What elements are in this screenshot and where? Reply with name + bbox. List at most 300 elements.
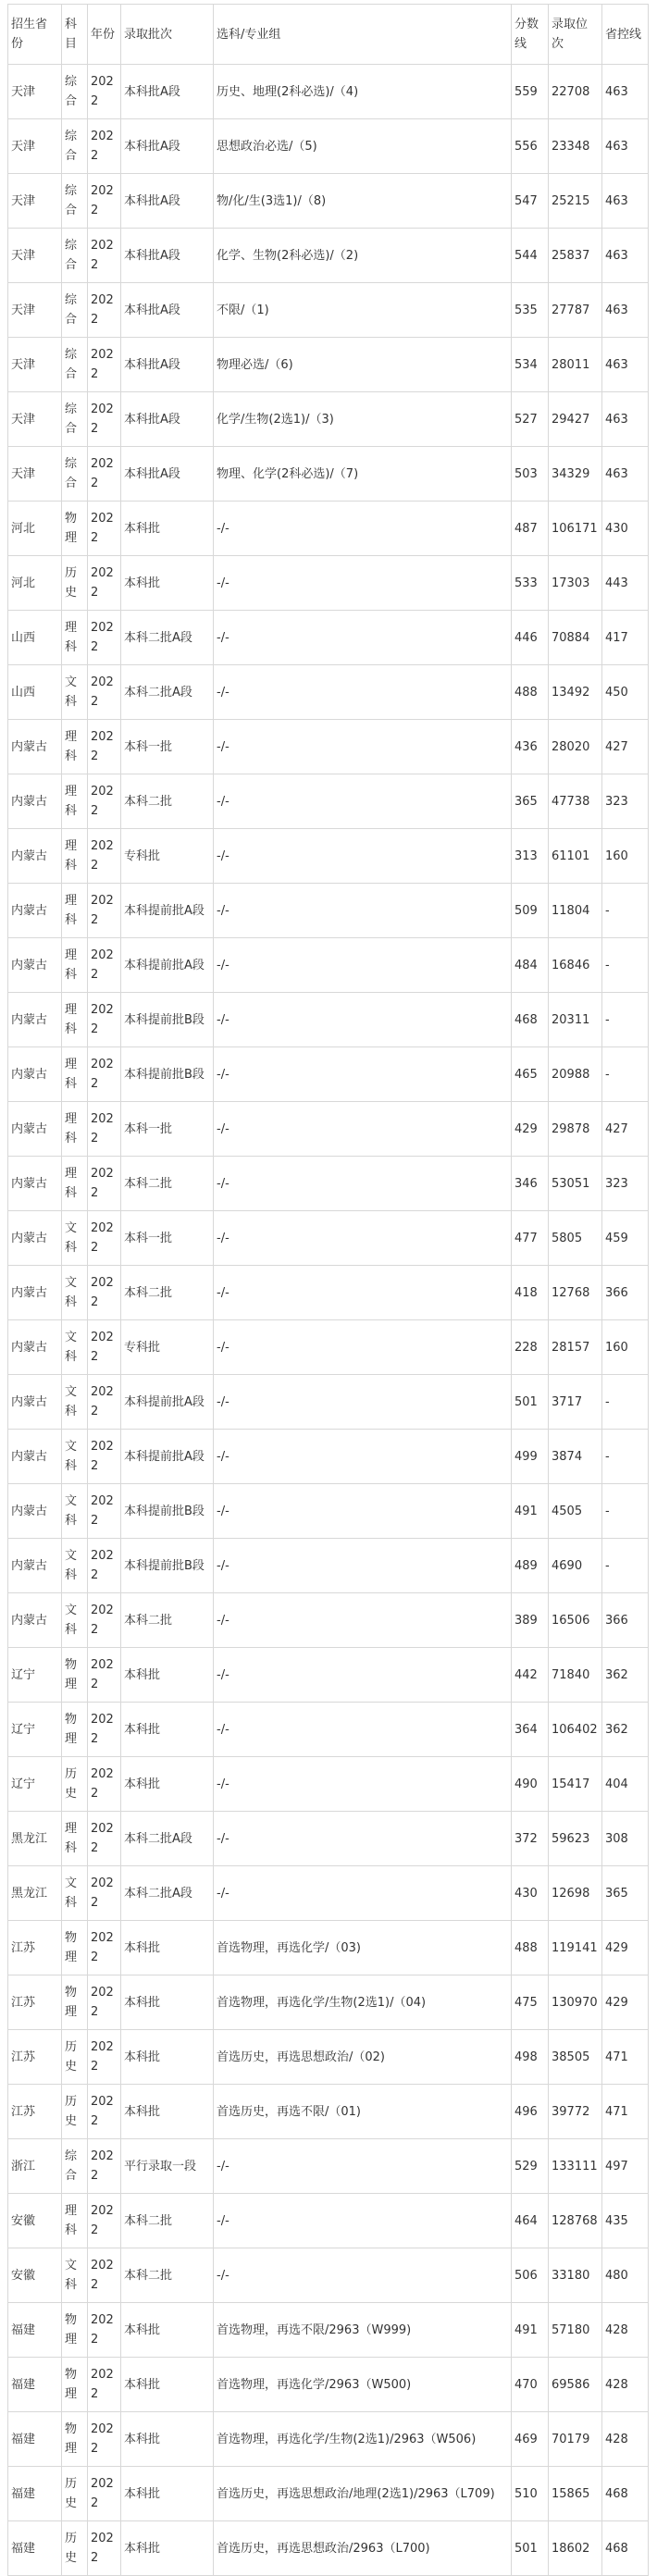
- rank-cell: 18602: [549, 2521, 602, 2576]
- score-cell: 418: [512, 1266, 549, 1320]
- control-line-cell: 427: [602, 1102, 649, 1157]
- subject-group-cell: -/-: [214, 1157, 512, 1211]
- table-row: [8, 1539, 649, 1593]
- year-cell: 2022: [88, 1866, 121, 1921]
- year-cell: 2022: [88, 174, 121, 229]
- rank-cell: 130970: [549, 1975, 602, 2030]
- batch-cell: 本科批: [121, 2358, 214, 2412]
- rank-cell: 28157: [549, 1320, 602, 1375]
- rank-cell: 29878: [549, 1102, 602, 1157]
- batch-cell: 本科批A段: [121, 283, 214, 338]
- subject-cell: 理科: [62, 1812, 88, 1866]
- batch-cell: 本科批: [121, 2521, 214, 2576]
- control-line-cell: 160: [602, 1320, 649, 1375]
- score-cell: 364: [512, 1703, 549, 1757]
- subject-group-cell: -/-: [214, 1102, 512, 1157]
- score-cell: 468: [512, 993, 549, 1047]
- table-row: [8, 993, 649, 1047]
- year-cell: 2022: [88, 2194, 121, 2248]
- score-cell: 503: [512, 447, 549, 502]
- rank-cell: 16506: [549, 1593, 602, 1648]
- control-line-cell: 468: [602, 2521, 649, 2576]
- table-row: [8, 611, 649, 665]
- score-cell: 506: [512, 2248, 549, 2303]
- province-cell: 福建: [8, 2303, 62, 2358]
- table-row: [8, 1703, 649, 1757]
- score-cell: 313: [512, 829, 549, 884]
- subject-cell: 文科: [62, 1593, 88, 1648]
- score-cell: 389: [512, 1593, 549, 1648]
- control-line-cell: 459: [602, 1211, 649, 1266]
- table-row: [8, 1375, 649, 1430]
- batch-cell: 本科二批: [121, 2194, 214, 2248]
- table-row: [8, 1211, 649, 1266]
- batch-cell: 本科批: [121, 2030, 214, 2085]
- table-row: [8, 720, 649, 774]
- rank-cell: 13492: [549, 665, 602, 720]
- table-row: [8, 2248, 649, 2303]
- province-cell: 山西: [8, 611, 62, 665]
- province-cell: 天津: [8, 119, 62, 174]
- score-cell: 559: [512, 65, 549, 119]
- subject-group-cell: -/-: [214, 884, 512, 938]
- table-row: [8, 1757, 649, 1812]
- table-row: [8, 938, 649, 993]
- province-cell: 黑龙江: [8, 1812, 62, 1866]
- table-row: [8, 1102, 649, 1157]
- table-row: [8, 119, 649, 174]
- subject-cell: 理科: [62, 938, 88, 993]
- rank-cell: 22708: [549, 65, 602, 119]
- subject-cell: 物理: [62, 1703, 88, 1757]
- control-line-cell: 463: [602, 338, 649, 392]
- subject-cell: 文科: [62, 1539, 88, 1593]
- subject-group-cell: -/-: [214, 1320, 512, 1375]
- score-cell: 501: [512, 2521, 549, 2576]
- score-cell: 490: [512, 1757, 549, 1812]
- subject-group-cell: 思想政治必选/（5): [214, 119, 512, 174]
- table-row: [8, 2139, 649, 2194]
- year-cell: 2022: [88, 502, 121, 556]
- subject-group-cell: -/-: [214, 1757, 512, 1812]
- province-cell: 内蒙古: [8, 1375, 62, 1430]
- table-row: [8, 229, 649, 283]
- province-cell: 内蒙古: [8, 829, 62, 884]
- subject-cell: 物理: [62, 1975, 88, 2030]
- province-cell: 江苏: [8, 2085, 62, 2139]
- subject-group-cell: -/-: [214, 720, 512, 774]
- subject-cell: 历史: [62, 2467, 88, 2521]
- province-cell: 安徽: [8, 2194, 62, 2248]
- year-cell: 2022: [88, 338, 121, 392]
- batch-cell: 本科二批: [121, 1266, 214, 1320]
- control-line-cell: 497: [602, 2139, 649, 2194]
- subject-group-cell: 首选物理，再选化学/2963（W500): [214, 2358, 512, 2412]
- subject-group-cell: 首选物理，再选不限/2963（W999): [214, 2303, 512, 2358]
- province-cell: 内蒙古: [8, 993, 62, 1047]
- control-line-cell: 366: [602, 1593, 649, 1648]
- table-header: [8, 5, 649, 65]
- subject-cell: 理科: [62, 993, 88, 1047]
- subject-cell: 理科: [62, 1157, 88, 1211]
- batch-cell: 本科提前批B段: [121, 1047, 214, 1102]
- province-cell: 天津: [8, 338, 62, 392]
- rank-cell: 4505: [549, 1484, 602, 1539]
- control-line-cell: 427: [602, 720, 649, 774]
- province-cell: 内蒙古: [8, 1102, 62, 1157]
- control-line-cell: -: [602, 938, 649, 993]
- table-row: [8, 2467, 649, 2521]
- rank-cell: 3717: [549, 1375, 602, 1430]
- batch-cell: 本科二批: [121, 2248, 214, 2303]
- year-cell: 2022: [88, 1648, 121, 1703]
- year-cell: 2022: [88, 1157, 121, 1211]
- province-cell: 内蒙古: [8, 884, 62, 938]
- batch-cell: 本科提前批A段: [121, 1430, 214, 1484]
- batch-cell: 本科批A段: [121, 119, 214, 174]
- rank-cell: 28011: [549, 338, 602, 392]
- year-cell: 2022: [88, 2521, 121, 2576]
- rank-cell: 23348: [549, 119, 602, 174]
- batch-cell: 本科批: [121, 502, 214, 556]
- subject-cell: 综合: [62, 65, 88, 119]
- province-cell: 内蒙古: [8, 720, 62, 774]
- table-row: [8, 556, 649, 611]
- province-cell: 福建: [8, 2412, 62, 2467]
- score-cell: 509: [512, 884, 549, 938]
- province-cell: 内蒙古: [8, 1266, 62, 1320]
- year-cell: 2022: [88, 1539, 121, 1593]
- year-cell: 2022: [88, 1757, 121, 1812]
- control-line-cell: 463: [602, 447, 649, 502]
- score-cell: 365: [512, 774, 549, 829]
- batch-cell: 本科批: [121, 1648, 214, 1703]
- table-row: [8, 1430, 649, 1484]
- province-cell: 安徽: [8, 2248, 62, 2303]
- subject-group-cell: -/-: [214, 1812, 512, 1866]
- header-score: 分数线: [512, 5, 549, 65]
- subject-cell: 理科: [62, 1047, 88, 1102]
- year-cell: 2022: [88, 829, 121, 884]
- subject-group-cell: -/-: [214, 2139, 512, 2194]
- table-row: [8, 1866, 649, 1921]
- table-row: [8, 1157, 649, 1211]
- subject-group-cell: -/-: [214, 2194, 512, 2248]
- batch-cell: 本科提前批B段: [121, 1539, 214, 1593]
- rank-cell: 33180: [549, 2248, 602, 2303]
- score-cell: 436: [512, 720, 549, 774]
- province-cell: 内蒙古: [8, 1047, 62, 1102]
- province-cell: 内蒙古: [8, 1157, 62, 1211]
- control-line-cell: 429: [602, 1921, 649, 1975]
- rank-cell: 38505: [549, 2030, 602, 2085]
- table-row: [8, 1047, 649, 1102]
- batch-cell: 本科二批A段: [121, 1812, 214, 1866]
- subject-cell: 文科: [62, 1484, 88, 1539]
- header-subject-group: 选科/专业组: [214, 5, 512, 65]
- control-line-cell: 323: [602, 774, 649, 829]
- control-line-cell: -: [602, 884, 649, 938]
- subject-group-cell: 化学/生物(2选1)/（3): [214, 392, 512, 447]
- rank-cell: 3874: [549, 1430, 602, 1484]
- subject-cell: 文科: [62, 1211, 88, 1266]
- subject-group-cell: -/-: [214, 1593, 512, 1648]
- subject-cell: 文科: [62, 2248, 88, 2303]
- rank-cell: 34329: [549, 447, 602, 502]
- control-line-cell: 160: [602, 829, 649, 884]
- province-cell: 福建: [8, 2521, 62, 2576]
- control-line-cell: 471: [602, 2030, 649, 2085]
- subject-cell: 物理: [62, 502, 88, 556]
- rank-cell: 128768: [549, 2194, 602, 2248]
- score-cell: 534: [512, 338, 549, 392]
- header-batch: 录取批次: [121, 5, 214, 65]
- score-cell: 488: [512, 1921, 549, 1975]
- score-cell: 491: [512, 1484, 549, 1539]
- batch-cell: 本科二批: [121, 1157, 214, 1211]
- province-cell: 江苏: [8, 1975, 62, 2030]
- subject-cell: 综合: [62, 283, 88, 338]
- province-cell: 内蒙古: [8, 1320, 62, 1375]
- subject-group-cell: -/-: [214, 502, 512, 556]
- rank-cell: 59623: [549, 1812, 602, 1866]
- year-cell: 2022: [88, 1266, 121, 1320]
- control-line-cell: 463: [602, 65, 649, 119]
- rank-cell: 17303: [549, 556, 602, 611]
- table-row: [8, 174, 649, 229]
- batch-cell: 本科批A段: [121, 338, 214, 392]
- score-cell: 346: [512, 1157, 549, 1211]
- control-line-cell: 463: [602, 283, 649, 338]
- header-rank: 录取位次: [549, 5, 602, 65]
- rank-cell: 29427: [549, 392, 602, 447]
- province-cell: 河北: [8, 556, 62, 611]
- score-cell: 430: [512, 1866, 549, 1921]
- subject-cell: 理科: [62, 884, 88, 938]
- score-cell: 544: [512, 229, 549, 283]
- table-row: [8, 2412, 649, 2467]
- control-line-cell: 480: [602, 2248, 649, 2303]
- score-cell: 372: [512, 1812, 549, 1866]
- score-cell: 498: [512, 2030, 549, 2085]
- subject-group-cell: 首选物理，再选化学/生物(2选1)/（04): [214, 1975, 512, 2030]
- batch-cell: 本科批: [121, 2412, 214, 2467]
- rank-cell: 16846: [549, 938, 602, 993]
- province-cell: 天津: [8, 65, 62, 119]
- table-row: [8, 447, 649, 502]
- year-cell: 2022: [88, 65, 121, 119]
- rank-cell: 11804: [549, 884, 602, 938]
- control-line-cell: 362: [602, 1648, 649, 1703]
- province-cell: 黑龙江: [8, 1866, 62, 1921]
- score-cell: 442: [512, 1648, 549, 1703]
- subject-group-cell: -/-: [214, 665, 512, 720]
- table-row: [8, 2194, 649, 2248]
- control-line-cell: 463: [602, 119, 649, 174]
- subject-group-cell: -/-: [214, 2248, 512, 2303]
- subject-cell: 综合: [62, 119, 88, 174]
- year-cell: 2022: [88, 229, 121, 283]
- rank-cell: 61101: [549, 829, 602, 884]
- control-line-cell: 428: [602, 2412, 649, 2467]
- batch-cell: 本科批A段: [121, 229, 214, 283]
- subject-group-cell: -/-: [214, 1211, 512, 1266]
- province-cell: 天津: [8, 174, 62, 229]
- control-line-cell: 365: [602, 1866, 649, 1921]
- control-line-cell: 362: [602, 1703, 649, 1757]
- rank-cell: 4690: [549, 1539, 602, 1593]
- score-cell: 228: [512, 1320, 549, 1375]
- year-cell: 2022: [88, 938, 121, 993]
- control-line-cell: 463: [602, 174, 649, 229]
- batch-cell: 本科提前批A段: [121, 938, 214, 993]
- control-line-cell: 443: [602, 556, 649, 611]
- province-cell: 福建: [8, 2358, 62, 2412]
- batch-cell: 本科二批: [121, 774, 214, 829]
- subject-group-cell: -/-: [214, 611, 512, 665]
- year-cell: 2022: [88, 611, 121, 665]
- year-cell: 2022: [88, 119, 121, 174]
- score-cell: 469: [512, 2412, 549, 2467]
- year-cell: 2022: [88, 2303, 121, 2358]
- year-cell: 2022: [88, 1430, 121, 1484]
- subject-cell: 文科: [62, 1266, 88, 1320]
- subject-cell: 综合: [62, 174, 88, 229]
- rank-cell: 106402: [549, 1703, 602, 1757]
- rank-cell: 15417: [549, 1757, 602, 1812]
- year-cell: 2022: [88, 1593, 121, 1648]
- control-line-cell: -: [602, 1430, 649, 1484]
- province-cell: 内蒙古: [8, 1211, 62, 1266]
- score-cell: 465: [512, 1047, 549, 1102]
- year-cell: 2022: [88, 2139, 121, 2194]
- subject-cell: 物理: [62, 2412, 88, 2467]
- rank-cell: 106171: [549, 502, 602, 556]
- subject-cell: 文科: [62, 1320, 88, 1375]
- score-cell: 488: [512, 665, 549, 720]
- admission-table: [7, 4, 649, 2576]
- control-line-cell: 468: [602, 2467, 649, 2521]
- subject-cell: 文科: [62, 665, 88, 720]
- batch-cell: 本科批A段: [121, 65, 214, 119]
- control-line-cell: -: [602, 1375, 649, 1430]
- batch-cell: 本科提前批A段: [121, 1375, 214, 1430]
- rank-cell: 69586: [549, 2358, 602, 2412]
- batch-cell: 本科批: [121, 2467, 214, 2521]
- subject-group-cell: 不限/（1): [214, 283, 512, 338]
- control-line-cell: 435: [602, 2194, 649, 2248]
- year-cell: 2022: [88, 720, 121, 774]
- province-cell: 辽宁: [8, 1757, 62, 1812]
- table-row: [8, 884, 649, 938]
- batch-cell: 平行录取一段: [121, 2139, 214, 2194]
- rank-cell: 25837: [549, 229, 602, 283]
- subject-cell: 综合: [62, 392, 88, 447]
- rank-cell: 12768: [549, 1266, 602, 1320]
- province-cell: 福建: [8, 2467, 62, 2521]
- header-year: 年份: [88, 5, 121, 65]
- province-cell: 内蒙古: [8, 774, 62, 829]
- score-cell: 477: [512, 1211, 549, 1266]
- subject-cell: 综合: [62, 447, 88, 502]
- rank-cell: 25215: [549, 174, 602, 229]
- subject-group-cell: 首选物理，再选化学/（03): [214, 1921, 512, 1975]
- province-cell: 内蒙古: [8, 1539, 62, 1593]
- table-row: [8, 2030, 649, 2085]
- batch-cell: 本科二批A段: [121, 1866, 214, 1921]
- batch-cell: 本科提前批A段: [121, 884, 214, 938]
- score-cell: 489: [512, 1539, 549, 1593]
- score-cell: 475: [512, 1975, 549, 2030]
- province-cell: 内蒙古: [8, 1430, 62, 1484]
- subject-group-cell: -/-: [214, 1266, 512, 1320]
- year-cell: 2022: [88, 2358, 121, 2412]
- score-cell: 464: [512, 2194, 549, 2248]
- score-cell: 533: [512, 556, 549, 611]
- subject-cell: 历史: [62, 2030, 88, 2085]
- subject-group-cell: 化学、生物(2科必选)/（2): [214, 229, 512, 283]
- score-cell: 491: [512, 2303, 549, 2358]
- control-line-cell: 471: [602, 2085, 649, 2139]
- province-cell: 内蒙古: [8, 938, 62, 993]
- table-row: [8, 338, 649, 392]
- rank-cell: 28020: [549, 720, 602, 774]
- batch-cell: 本科批: [121, 1975, 214, 2030]
- subject-cell: 综合: [62, 338, 88, 392]
- table-row: [8, 283, 649, 338]
- province-cell: 内蒙古: [8, 1484, 62, 1539]
- province-cell: 江苏: [8, 2030, 62, 2085]
- subject-group-cell: 物理、化学(2科必选)/（7): [214, 447, 512, 502]
- province-cell: 天津: [8, 283, 62, 338]
- subject-group-cell: 首选物理，再选化学/生物(2选1)/2963（W506): [214, 2412, 512, 2467]
- score-cell: 510: [512, 2467, 549, 2521]
- control-line-cell: 417: [602, 611, 649, 665]
- subject-group-cell: 物/化/生(3选1)/（8): [214, 174, 512, 229]
- year-cell: 2022: [88, 665, 121, 720]
- score-cell: 527: [512, 392, 549, 447]
- rank-cell: 15865: [549, 2467, 602, 2521]
- batch-cell: 本科一批: [121, 1211, 214, 1266]
- score-cell: 484: [512, 938, 549, 993]
- province-cell: 天津: [8, 392, 62, 447]
- batch-cell: 本科批: [121, 2303, 214, 2358]
- rank-cell: 5805: [549, 1211, 602, 1266]
- subject-cell: 理科: [62, 611, 88, 665]
- year-cell: 2022: [88, 1921, 121, 1975]
- control-line-cell: -: [602, 993, 649, 1047]
- table-row: [8, 774, 649, 829]
- header-control-line: 省控线: [602, 5, 649, 65]
- control-line-cell: 323: [602, 1157, 649, 1211]
- batch-cell: 本科二批A段: [121, 611, 214, 665]
- subject-group-cell: -/-: [214, 829, 512, 884]
- subject-group-cell: -/-: [214, 993, 512, 1047]
- batch-cell: 本科批: [121, 2085, 214, 2139]
- rank-cell: 53051: [549, 1157, 602, 1211]
- subject-group-cell: -/-: [214, 556, 512, 611]
- score-cell: 429: [512, 1102, 549, 1157]
- year-cell: 2022: [88, 1484, 121, 1539]
- control-line-cell: -: [602, 1484, 649, 1539]
- subject-group-cell: -/-: [214, 1484, 512, 1539]
- batch-cell: 本科批A段: [121, 174, 214, 229]
- subject-group-cell: -/-: [214, 774, 512, 829]
- subject-cell: 文科: [62, 1866, 88, 1921]
- batch-cell: 本科批: [121, 1921, 214, 1975]
- table-row: [8, 2521, 649, 2576]
- subject-cell: 理科: [62, 1102, 88, 1157]
